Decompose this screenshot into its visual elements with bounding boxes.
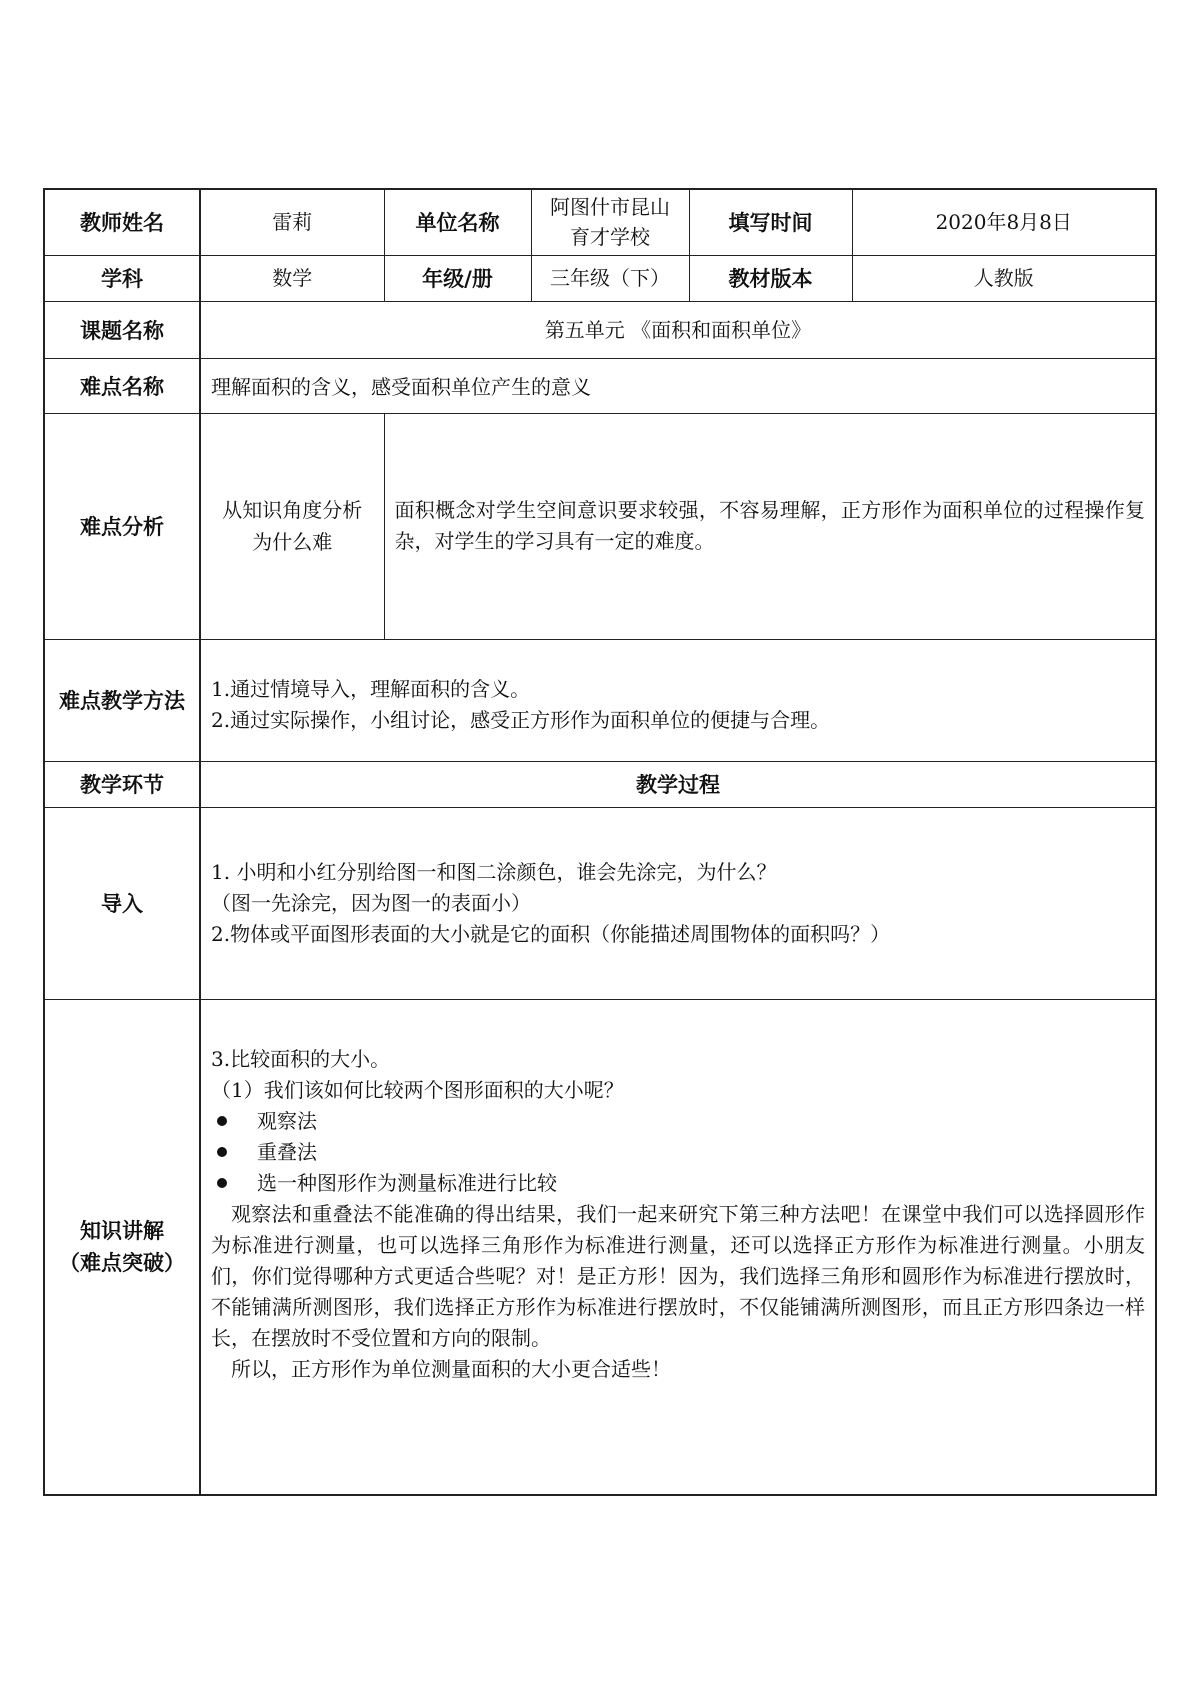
lesson-plan-table	[43, 188, 1157, 1496]
bullet-item	[211, 1168, 1145, 1199]
intro-row	[44, 807, 1156, 999]
unit-label: 单位名称	[384, 189, 531, 255]
intro-line-2: （图一先涂完，因为图一的表面小）	[211, 890, 531, 915]
intro-content	[200, 807, 1156, 999]
intro-label: 导入	[44, 807, 200, 999]
knowledge-paragraph-2: 所以，正方形作为单位测量面积的大小更合适些！	[231, 1356, 671, 1381]
knowledge-line-2: （1）我们该如何比较两个图形面积的大小呢？	[211, 1077, 624, 1102]
intro-line-3: 2.物体或平面图形表面的大小就是它的面积（你能描述周围物体的面积吗？）	[211, 921, 891, 946]
bullet-item	[211, 1106, 1145, 1137]
edition-value: 人教版	[852, 255, 1156, 301]
bullet-text: 重叠法	[257, 1139, 317, 1164]
info-row-2	[44, 255, 1156, 301]
intro-line-1: 1. 小明和小红分别给图一和图二涂颜色，谁会先涂完，为什么？	[211, 859, 777, 884]
difficulty-label: 难点名称	[44, 358, 200, 413]
info-row-1	[44, 189, 1156, 255]
analysis-sub-label: 从知识角度分析为什么难	[200, 413, 384, 639]
teacher-value: 雷莉	[200, 189, 384, 255]
knowledge-label-line-1: 知识讲解	[80, 1218, 164, 1243]
knowledge-line-1: 3.比较面积的大小。	[211, 1046, 391, 1071]
bullet-dot-icon	[217, 1147, 227, 1157]
knowledge-label	[44, 999, 200, 1495]
edition-label: 教材版本	[689, 255, 852, 301]
knowledge-label-line-2: （难点突破）	[59, 1250, 185, 1275]
method-content	[200, 639, 1156, 761]
analysis-label: 难点分析	[44, 413, 200, 639]
knowledge-paragraph-1: 观察法和重叠法不能准确的得出结果，我们一起来研究下第三种方法吧！在课堂中我们可以选择圆形作为标准进行测量，也可以选择三角形作为标准进行测量，还可以选择正方形作为标准进行测量。小朋友们，你们觉得哪种方式更适合些呢？对！是正方形！因为，我们选择三角形和圆形作为标准进行摆放时，不能铺满所测图形，我们选择正方形作为标准进行摆放时，不仅能铺满所测图形，而且正方形四条边一样长，在摆放时不受位置和方向的限制。	[211, 1201, 1145, 1350]
method-label: 难点教学方法	[44, 639, 200, 761]
analysis-value: 面积概念对学生空间意识要求较强，不容易理解，正方形作为面积单位的过程操作复杂，对学生的学习具有一定的难度。	[384, 413, 1156, 639]
date-value: 2020年8月8日	[852, 189, 1156, 255]
difficulty-value: 理解面积的含义，感受面积单位产生的意义	[200, 358, 1156, 413]
date-label: 填写时间	[689, 189, 852, 255]
subject-label: 学科	[44, 255, 200, 301]
knowledge-content	[200, 999, 1156, 1495]
knowledge-row	[44, 999, 1156, 1495]
method-line-1: 1.通过情境导入，理解面积的含义。	[211, 677, 531, 701]
bullet-dot-icon	[217, 1178, 227, 1188]
method-line-2: 2.通过实际操作，小组讨论，感受正方形作为面积单位的便捷与合理。	[211, 708, 831, 732]
method-row	[44, 639, 1156, 761]
difficulty-row	[44, 358, 1156, 413]
bullet-text: 观察法	[257, 1108, 317, 1133]
grade-value: 三年级（下）	[531, 255, 689, 301]
bullet-dot-icon	[217, 1116, 227, 1126]
subject-value: 数学	[200, 255, 384, 301]
process-header-left: 教学环节	[44, 761, 200, 807]
topic-value: 第五单元 《面积和面积单位》	[200, 301, 1156, 358]
teacher-label: 教师姓名	[44, 189, 200, 255]
process-header-row	[44, 761, 1156, 807]
analysis-row	[44, 413, 1156, 639]
topic-row	[44, 301, 1156, 358]
unit-value: 阿图什市昆山育才学校	[531, 189, 689, 255]
bullet-text: 选一种图形作为测量标准进行比较	[257, 1170, 557, 1195]
bullet-item	[211, 1137, 1145, 1168]
grade-label: 年级/册	[384, 255, 531, 301]
process-header-right: 教学过程	[200, 761, 1156, 807]
topic-label: 课题名称	[44, 301, 200, 358]
